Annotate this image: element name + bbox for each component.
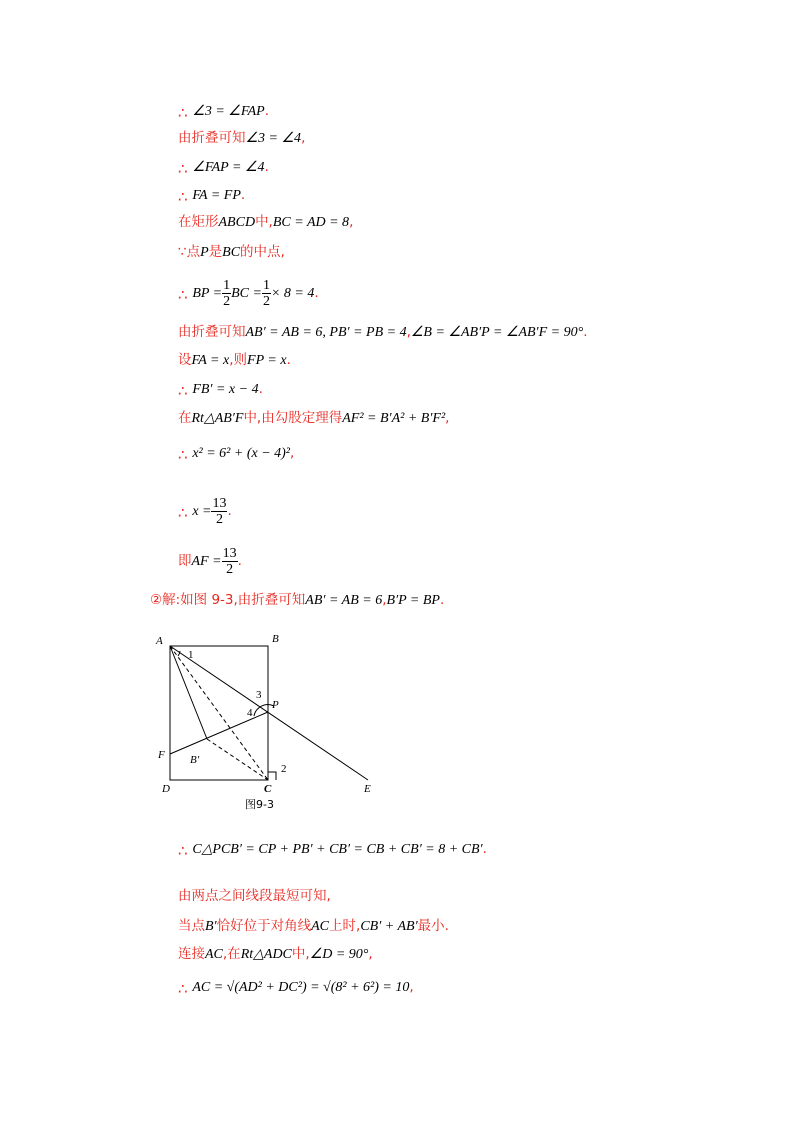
text-run: 在矩形: [178, 214, 219, 230]
text-run: .: [286, 352, 291, 368]
therefore-symbol: ∴: [178, 104, 193, 122]
text-run: 设: [178, 352, 192, 368]
label-angle-4: 4: [247, 707, 253, 719]
therefore-symbol: ∴: [178, 504, 193, 522]
text-run: ,则: [229, 352, 248, 368]
math-expression: BC = AD = 8: [272, 215, 350, 230]
line-fp: [170, 712, 268, 754]
fraction: [222, 278, 231, 309]
text-run: 的中点,: [240, 244, 285, 260]
text-run: 恰好位于对角线: [216, 918, 312, 934]
text-run: .: [314, 285, 319, 301]
fraction-numerator: 13: [222, 546, 237, 561]
text-run: .: [227, 503, 232, 519]
math-expression: x =: [192, 504, 212, 519]
math-expression: AB′ = AB = 6: [305, 593, 383, 608]
math-expression: AC: [311, 919, 330, 934]
label-b: B: [272, 633, 279, 645]
fraction-numerator: 1: [262, 278, 270, 293]
text-run: ,: [445, 410, 450, 426]
text-run: .: [264, 103, 270, 119]
label-angle-3: 3: [256, 689, 262, 701]
text-run: 即: [178, 553, 192, 569]
fraction-denominator: 2: [223, 294, 231, 309]
math-expression: ∠B = ∠AB′P = ∠AB′F = 90°: [410, 325, 584, 340]
solution-line-0: [178, 838, 487, 860]
math-expression: AC = √(AD² + DC²) = √(8² + 6²) = 10: [192, 980, 410, 995]
text-run: 当点: [178, 918, 205, 934]
math-expression: FA = x: [191, 353, 230, 368]
label-f: F: [158, 749, 165, 761]
solution-line-1: [178, 886, 331, 906]
proof-line-9: [178, 378, 263, 400]
solution-line-4: [178, 976, 414, 998]
math-expression: AC: [205, 947, 223, 962]
therefore-symbol: ∴: [178, 382, 193, 400]
therefore-symbol: ∴: [178, 446, 193, 464]
text-run: ,在: [222, 946, 241, 962]
therefore-symbol: ∴: [178, 842, 193, 860]
fraction-numerator: 13: [212, 496, 227, 511]
text-run: ∵点: [178, 244, 201, 260]
therefore-symbol: ∴: [178, 980, 193, 998]
text-run: 由折叠可知: [178, 324, 246, 340]
text-run: .: [258, 381, 263, 397]
therefore-symbol: ∴: [178, 160, 193, 178]
text-run: .: [264, 159, 269, 175]
math-expression: FP = x: [247, 353, 287, 368]
math-expression: x² = 6² + (x − 4)²: [192, 446, 290, 461]
proof-line-4: [178, 212, 353, 233]
math-expression: ∠D = 90°: [309, 947, 369, 962]
math-expression: BC =: [231, 286, 262, 301]
proof-line-12: [178, 496, 232, 527]
text-run: .: [237, 553, 242, 569]
label-c: C: [264, 783, 272, 795]
text-run: .: [439, 592, 445, 608]
proof-line-11: [178, 442, 294, 464]
label-angle-2: 2: [281, 763, 287, 775]
proof-line-0: [178, 100, 269, 122]
text-run: .: [482, 841, 487, 857]
figure-caption: 图9-3: [245, 798, 274, 811]
text-run: ,: [290, 445, 295, 461]
proof-line-6: [178, 278, 319, 309]
proof-line-5: [178, 242, 285, 263]
math-expression: ∠3 = ∠FAP: [192, 104, 265, 119]
text-run: 连接: [178, 946, 205, 962]
math-expression: CB′ + AB′: [360, 919, 418, 934]
math-expression: × 8 = 4: [270, 286, 315, 301]
label-angle-1: 1: [188, 649, 194, 661]
proof-line-8: [178, 350, 291, 371]
line-ae: [170, 646, 368, 780]
text-run: 在: [178, 410, 192, 426]
math-expression: ABCD: [218, 215, 256, 230]
label-e: E: [364, 783, 371, 795]
fraction: [211, 496, 227, 527]
solution-line-2: [178, 916, 449, 937]
proof-line-13: [178, 546, 242, 577]
math-expression: BP =: [192, 286, 223, 301]
math-expression: Rt△ADC: [240, 947, 292, 962]
text-run: 最小.: [417, 918, 449, 934]
text-run: ,: [368, 946, 373, 962]
fraction-denominator: 2: [215, 512, 223, 527]
math-expression: BC: [222, 245, 241, 260]
therefore-symbol: ∴: [178, 188, 193, 206]
math-expression: ∠3 = ∠4: [245, 131, 302, 146]
fraction-numerator: 1: [223, 278, 231, 293]
text-run: 中,: [291, 946, 310, 962]
proof-line-10: [178, 408, 449, 429]
math-expression: B′P = BP: [386, 593, 440, 608]
solution-line-3: [178, 944, 373, 965]
line-ac-dashed: [170, 646, 268, 780]
label-d: D: [162, 783, 170, 795]
text-run: .: [240, 187, 246, 203]
line-b-prime-c-dashed: [207, 739, 268, 780]
fraction: [222, 546, 238, 577]
therefore-symbol: ∴: [178, 286, 193, 304]
text-run: 是: [208, 244, 223, 260]
math-expression: FA = FP: [192, 188, 241, 203]
label-a: A: [156, 635, 163, 647]
fraction-denominator: 2: [262, 294, 270, 309]
fraction-denominator: 2: [226, 562, 234, 577]
text-run: ,: [349, 214, 354, 230]
label-p: P: [272, 699, 279, 711]
proof-line-2: [178, 156, 269, 178]
text-run: 上时,: [329, 918, 361, 934]
geometry-figure: [150, 628, 410, 798]
math-expression: AF =: [191, 554, 222, 569]
proof-line-1: [178, 128, 305, 149]
solution-header: [150, 588, 444, 609]
text-run: 由折叠可知: [178, 130, 246, 146]
text-run: 中,由勾股定理得: [243, 410, 343, 426]
figure-9-3: [150, 628, 410, 802]
math-expression: AF² = B′A² + B′F²: [342, 411, 446, 426]
proof-line-3: [178, 184, 245, 206]
math-expression: AB′ = AB = 6, PB′ = PB = 4: [245, 325, 407, 340]
math-expression: B′: [205, 919, 217, 934]
text-run: ②解:如图 9-3,由折叠可知: [150, 592, 306, 608]
text-run: ,: [301, 130, 306, 146]
proof-line-7: [178, 322, 588, 343]
text-run: ,: [382, 592, 387, 608]
math-expression: C△PCB′ = CP + PB′ + CB′ = CB + CB′ = 8 + CB′: [192, 842, 483, 857]
math-expression: FB′ = x − 4: [192, 382, 259, 397]
label-b-prime: B′: [190, 754, 200, 766]
text-run: ,: [409, 979, 414, 995]
fraction: [262, 278, 271, 309]
text-run: ,: [406, 324, 411, 340]
math-expression: P: [200, 245, 209, 260]
right-angle-mark: [268, 772, 276, 780]
text-run: 由两点之间线段最短可知,: [178, 888, 331, 904]
text-run: 中,: [255, 214, 273, 230]
math-expression: Rt△AB′F: [191, 411, 244, 426]
math-expression: ∠FAP = ∠4: [192, 160, 265, 175]
text-run: .: [583, 324, 588, 340]
